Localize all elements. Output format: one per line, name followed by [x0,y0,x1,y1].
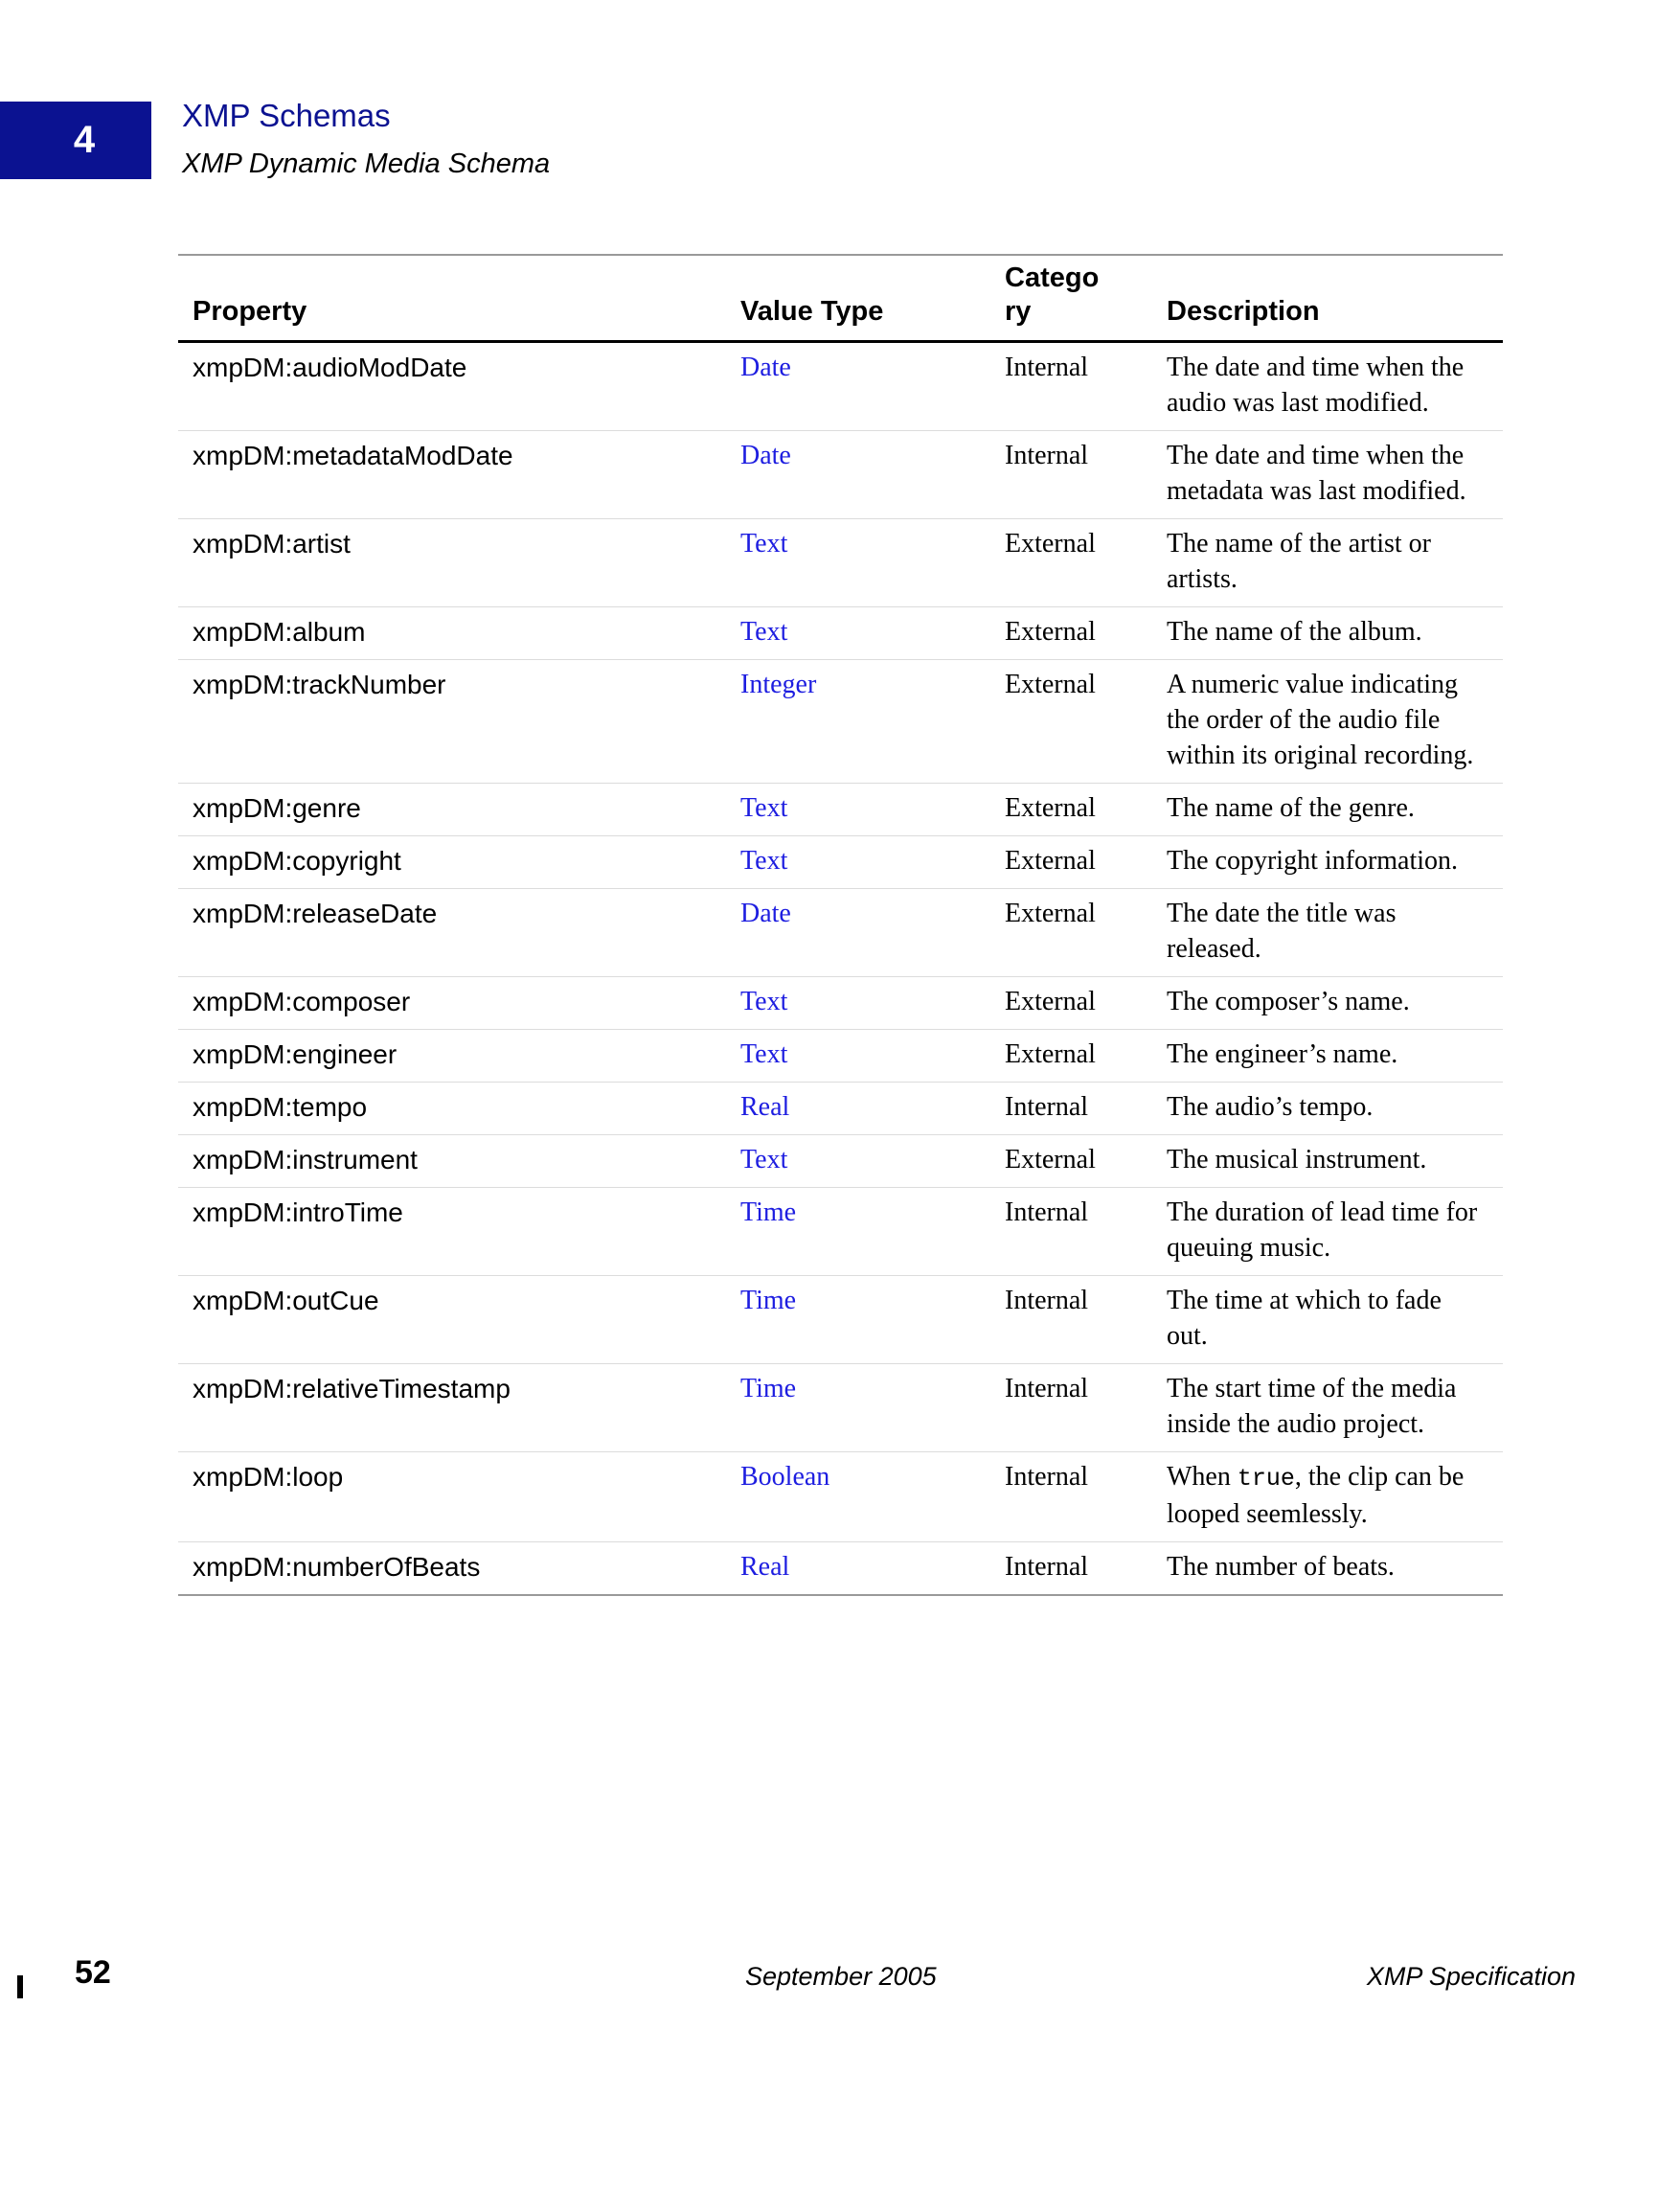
property-name: xmpDM:genre [178,784,726,836]
value-type-link[interactable]: Time [726,1188,990,1276]
value-type-link[interactable]: Real [740,1552,790,1582]
description: The audio’s tempo. [1152,1083,1503,1135]
table-row [178,1135,1503,1188]
category: Internal [990,1276,1152,1364]
table-row [178,431,1503,519]
value-type-link[interactable]: Text [726,977,990,1030]
value-type-link[interactable]: Date [726,342,990,431]
change-bar [17,1975,23,1998]
header-category-line1: Catego [1005,262,1100,293]
value-type-link[interactable]: Real [726,1083,990,1135]
description: The date and time when the metadata was last modified. [1152,431,1503,519]
value-type-link[interactable]: Text [726,1135,990,1188]
description: The name of the genre. [1152,784,1503,836]
footer-date: September 2005 [745,1962,937,1991]
value-type-link[interactable]: Text [726,1030,990,1083]
table-row [178,1452,1503,1542]
category: Internal [990,1364,1152,1452]
category: External [990,1135,1152,1188]
description: The composer’s name. [1152,977,1503,1030]
category: Internal [990,1083,1152,1135]
header-category [990,255,1152,342]
page-number: 52 [75,1954,111,1991]
description: A numeric value indicating the order of the audio file within its original recording. [1152,660,1503,784]
property-name: xmpDM:relativeTimestamp [178,1364,726,1452]
description-text-before: When [1167,1462,1238,1492]
chapter-number-tab: 4 [0,102,151,179]
category: Internal [990,431,1152,519]
property-name: xmpDM:engineer [178,1030,726,1083]
header-category-line2: ry [1005,296,1032,327]
property-name: xmpDM:metadataModDate [178,431,726,519]
description: The copyright information. [1152,836,1503,889]
table-row [178,342,1503,431]
value-type-link[interactable]: Text [726,519,990,607]
property-name: xmpDM:tempo [178,1083,726,1135]
table-row [178,1188,1503,1276]
chapter-title[interactable]: XMP Schemas [182,98,391,133]
header-property: Property [178,255,726,342]
table-row [178,889,1503,977]
table-row [178,1030,1503,1083]
description-text-after: , the clip can be looped seemlessly. [1167,1462,1465,1529]
table-row [178,519,1503,607]
property-name: xmpDM:copyright [178,836,726,889]
table-row [178,1276,1503,1364]
property-name: xmpDM:album [178,607,726,660]
description: The duration of lead time for queuing music. [1152,1188,1503,1276]
table-row [178,1364,1503,1452]
category: External [990,519,1152,607]
description: The date the title was released. [1152,889,1503,977]
table-row [178,607,1503,660]
footer-document-title: XMP Specification [1366,1962,1576,1991]
property-name: xmpDM:trackNumber [178,660,726,784]
category: External [990,607,1152,660]
category: External [990,660,1152,784]
description: The name of the album. [1152,607,1503,660]
value-type-link[interactable]: Text [726,836,990,889]
value-type-link[interactable]: Boolean [726,1452,990,1542]
property-name: xmpDM:instrument [178,1135,726,1188]
value-type-link[interactable]: Date [726,889,990,977]
table-row [178,784,1503,836]
value-type-link[interactable]: Integer [726,660,990,784]
description: The date and time when the audio was last modified. [1152,342,1503,431]
description [1152,1452,1503,1542]
value-type-link[interactable]: Time [726,1276,990,1364]
description: The musical instrument. [1152,1135,1503,1188]
description: The number of beats. [1167,1552,1395,1582]
category: Internal [1005,1552,1089,1582]
value-type-link[interactable]: Text [726,607,990,660]
description: The start time of the media inside the audio project. [1152,1364,1503,1452]
table-row [178,977,1503,1030]
category: Internal [990,1188,1152,1276]
description: The name of the artist or artists. [1152,519,1503,607]
category: External [990,977,1152,1030]
table-row [178,1542,1503,1596]
category: External [990,836,1152,889]
category: External [990,784,1152,836]
category: Internal [990,1452,1152,1542]
description-code-literal: true [1237,1465,1295,1493]
section-title: XMP Dynamic Media Schema [182,148,551,179]
header-value-type: Value Type [726,255,990,342]
table-row [178,660,1503,784]
value-type-link[interactable]: Time [726,1364,990,1452]
property-name: xmpDM:artist [178,519,726,607]
description: The time at which to fade out. [1152,1276,1503,1364]
value-type-link[interactable]: Date [726,431,990,519]
property-name: xmpDM:outCue [178,1276,726,1364]
category: External [990,1030,1152,1083]
property-name: xmpDM:audioModDate [178,342,726,431]
description: The engineer’s name. [1152,1030,1503,1083]
value-type-link[interactable]: Text [726,784,990,836]
property-table [178,254,1503,1596]
category: External [990,889,1152,977]
property-name: xmpDM:introTime [178,1188,726,1276]
table-row [178,836,1503,889]
header-description: Description [1152,255,1503,342]
category: Internal [990,342,1152,431]
property-name: xmpDM:numberOfBeats [193,1552,481,1582]
property-name: xmpDM:releaseDate [178,889,726,977]
table-header-row [178,255,1503,342]
table-row [178,1083,1503,1135]
property-name: xmpDM:composer [178,977,726,1030]
property-name: xmpDM:loop [178,1452,726,1542]
